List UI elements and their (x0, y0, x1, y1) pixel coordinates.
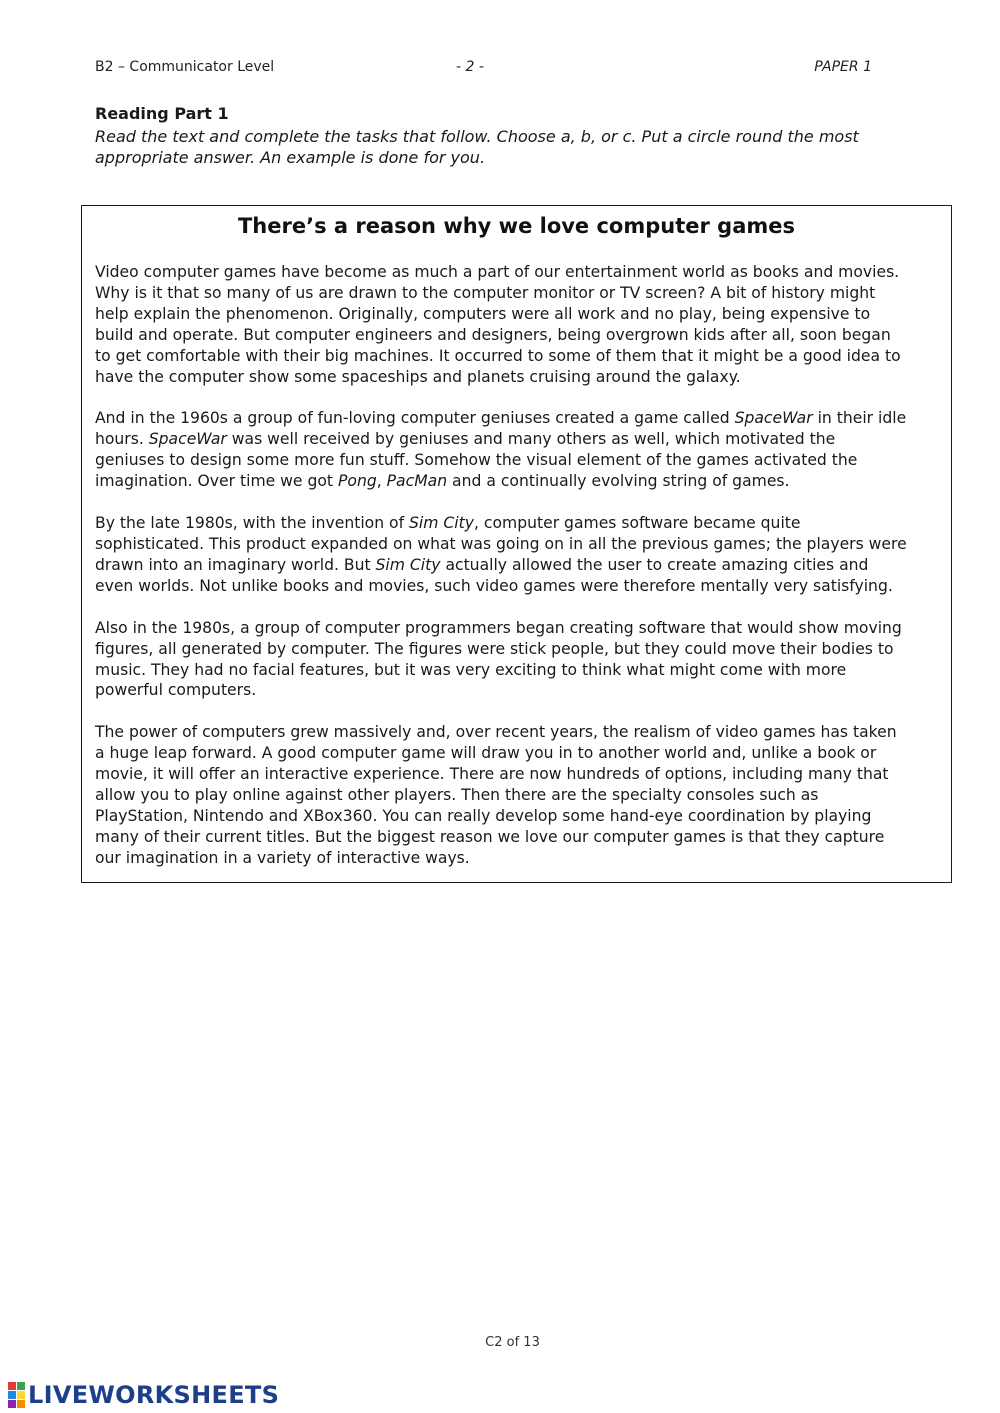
italic-title: Sim City (409, 514, 474, 533)
italic-title: SpaceWar (148, 430, 227, 449)
logo-block (8, 1400, 16, 1408)
logo-block (17, 1400, 25, 1408)
liveworksheets-logo[interactable] (8, 1380, 279, 1410)
page-counter: C2 of 13 (485, 1335, 540, 1350)
italic-title: PacMan (386, 472, 448, 491)
header-paper: PAPER 1 (814, 59, 872, 75)
italic-title: SpaceWar (734, 409, 813, 428)
brand-name: LIVEWORKSHEETS (28, 1381, 280, 1409)
instructions: Read the text and complete the tasks that follow. Choose a, b, or c. Put a circle round the most appropriate answer. An example is done for you. (95, 127, 859, 167)
italic-title: Pong (338, 472, 377, 491)
logo-block (8, 1382, 16, 1390)
logo-blocks-icon (8, 1382, 25, 1408)
header-level: B2 – Communicator Level (95, 59, 275, 75)
article-box (81, 205, 952, 883)
article-paragraph: Video computer games have become as much a part of our entertainment world as books and movies. Why is it that so many of us are drawn to the computer monitor or TV screen? A bit of history might help explain the phenomenon. Originally, computers were all work and no play, being expensive to build and operate. But computer engineers and designers, being overgrown kids after all, soon began to get comfortable with their big machines. It occurred to some of them that it might be a good idea to have the computer show some spaceships and planets cruising around the galaxy. (95, 263, 901, 386)
article-body (95, 262, 907, 890)
header-page-number: - 2 - (456, 59, 484, 75)
article-paragraph: The power of computers grew massively and, over recent years, the realism of video games has taken a huge leap forward. A good computer game will draw you in to another world and, unlike a book or movie, it will offer an interactive experience. There are now hundreds of options, including many that allow you to play online against other players. Then there are the specialty consoles such as PlayStation, Nintendo and XBox360. You can really develop some hand-eye coordination by playing many of their current titles. But the biggest reason we love our computer games is that they capture our imagination in a variety of interactive ways. (95, 723, 897, 867)
logo-block (17, 1391, 25, 1399)
logo-block (17, 1382, 25, 1390)
article-title: There’s a reason why we love computer games (237, 214, 796, 238)
logo-block (8, 1391, 16, 1399)
article-paragraph: And in the 1960s a group of fun-loving computer geniuses created a game called SpaceWar in their idle hours. SpaceWar was well received by geniuses and many others as well, which motivated the geniuses to design some more fun stuff. Somehow the visual element of the games activated the imagination. Over time we got Pong, PacMan and a continually evolving string of games. (95, 409, 907, 491)
article-paragraph: By the late 1980s, with the invention of Sim City, computer games software became quite sophisticated. This product expanded on what was going on in all the previous games; the players were drawn into an imaginary world. But Sim City actually allowed the user to create amazing cities and even worlds. Not unlike books and movies, such video games were therefore mentally very satisfying. (95, 514, 907, 595)
article-paragraph: Also in the 1980s, a group of computer programmers began creating software that would show moving figures, all generated by computer. The figures were stick people, but they could move their bodies to music. They had no facial features, but it was very exciting to think what might come with more powerful computers. (95, 618, 902, 700)
italic-title: Sim City (375, 555, 441, 574)
section-title: Reading Part 1 (95, 104, 229, 123)
